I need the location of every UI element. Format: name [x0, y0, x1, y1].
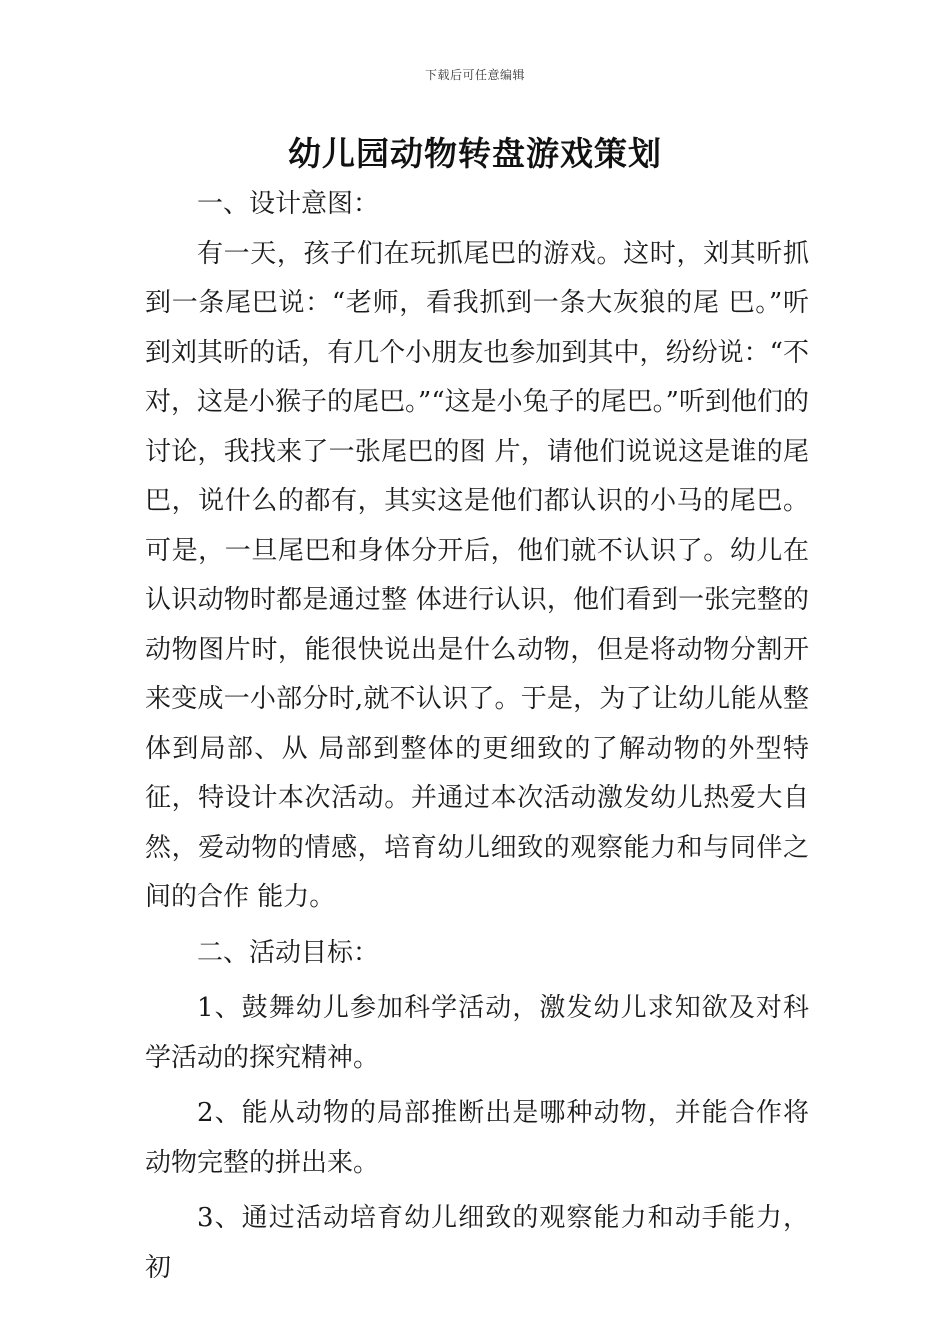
- document-title: 幼儿园动物转盘游戏策划: [288, 134, 662, 173]
- goal-3: 3、通过活动培育幼儿细致的观察能力和动手能力，初: [145, 1203, 809, 1283]
- goal-1: 1、鼓舞幼儿参加科学活动，激发幼儿求知欲及对科学活动的探究精神。: [145, 993, 809, 1073]
- goal-2: 2、能从动物的局部推断出是哪种动物，并能合作将动物完整的拼出来。: [145, 1098, 809, 1178]
- section1-paragraph: 有一天，孩子们在玩抓尾巴的游戏。这时，刘其昕抓到一条尾巴说：“老师，看我抓到一条大灰狼的尾 巴。”听到刘其昕的话，有几个小朋友也参加到其中，纷纷说：“不对，这是小猴子的尾巴。”“这是小兔子的尾巴。”听到他们的讨论，我找来了一张尾巴的图 片，请他们说说这是谁的尾巴，说什么的都有，其实这是他们都认识的小马的尾巴。可是，一旦尾巴和身体分开后，他们就不认识了。幼儿在认识动物时都是通过整 体进行认识，他们看到一张完整的动物图片时，能很快说出是什么动物，但是将动物分割开来变成一小部分时,就不认识了。于是，为了让幼儿能从整体到局部、从 局部到整体的更细致的了解动物的外型特征，特设计本次活动。并通过本次活动激发幼儿热爱大自然，爱动物的情感，培育幼儿细致的观察能力和与同伴之间的合作 能力。: [145, 238, 809, 912]
- header-note: 下载后可任意编辑: [424, 68, 525, 82]
- section2-heading: 二、活动目标：: [197, 937, 380, 968]
- section1-heading: 一、设计意图：: [197, 189, 380, 219]
- document-body: [145, 180, 809, 1293]
